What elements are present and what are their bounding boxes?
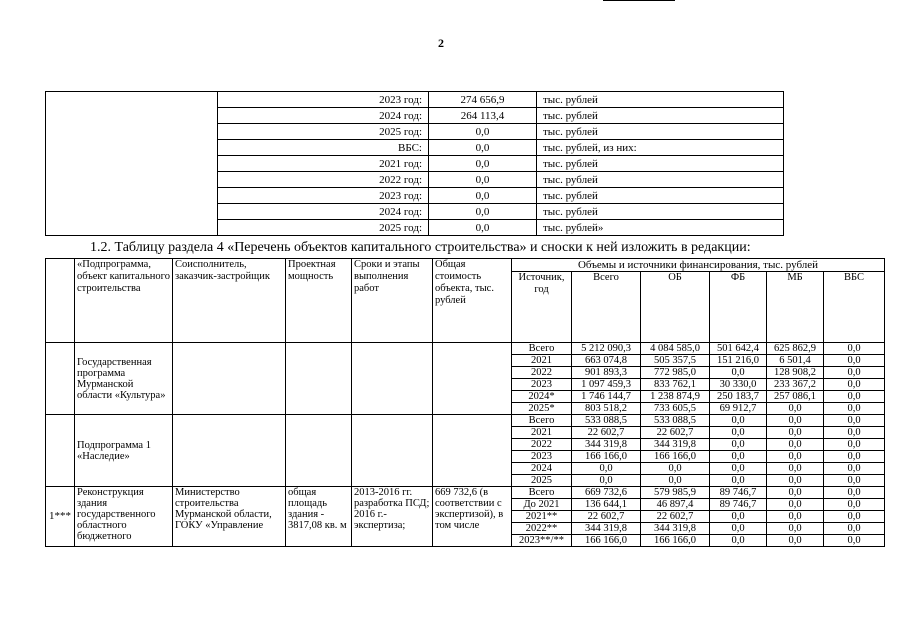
capital-construction-table (45, 258, 885, 547)
group2-mb-cell: 0,0 (767, 427, 824, 439)
top-table-label: 2021 год: (218, 156, 429, 172)
top-table-unit: тыс. рублей (537, 156, 784, 172)
amendment-paragraph: 1.2. Таблицу раздела 4 «Перечень объектов капитального строительства» и сноски к ней изложить в редакции: (90, 240, 751, 255)
group1-fb-cell: 69 912,7 (710, 403, 767, 415)
group1-mb-cell: 0,0 (767, 403, 824, 415)
group2-mb-cell: 0,0 (767, 439, 824, 451)
group1-source-cell: 2025* (512, 403, 572, 415)
group2-total-cell: 22 602,7 (572, 427, 641, 439)
header-executor: Соисполнитель, заказчик-застройщик (173, 259, 286, 343)
group2-fb-cell: 0,0 (710, 415, 767, 427)
group1-total-cell: 901 893,3 (572, 367, 641, 379)
group1-source-cell: Всего (512, 343, 572, 355)
group1-total-cell: 803 518,2 (572, 403, 641, 415)
group2-name: Подпрограмма 1 «Наследие» (75, 415, 173, 487)
group3-fb-cell: 0,0 (710, 535, 767, 547)
group1-cost (433, 343, 512, 415)
group1-mb-cell: 233 367,2 (767, 379, 824, 391)
group3-number: 1*** (46, 487, 75, 547)
group2-source-cell: 2025 (512, 475, 572, 487)
group3-fb-cell: 89 746,7 (710, 499, 767, 511)
page-number: 2 (438, 36, 444, 50)
top-table-value: 0,0 (429, 140, 537, 156)
top-table-row (46, 92, 784, 108)
header-funding: Объемы и источники финансирования, тыс. рублей (512, 259, 885, 272)
top-table-unit: тыс. рублей (537, 204, 784, 220)
group3-total-cell: 22 602,7 (572, 511, 641, 523)
group2-vbs-cell: 0,0 (824, 415, 885, 427)
group1-fb-cell: 501 642,4 (710, 343, 767, 355)
group2-number (46, 415, 75, 487)
group1-number (46, 343, 75, 415)
group1-row (46, 343, 885, 355)
top-table-value: 0,0 (429, 188, 537, 204)
group2-fb-cell: 0,0 (710, 475, 767, 487)
group3-row (46, 487, 885, 499)
group2-source-cell: 2024 (512, 463, 572, 475)
top-table-label: 2022 год: (218, 172, 429, 188)
group2-vbs-cell: 0,0 (824, 439, 885, 451)
group1-fb-cell: 250 183,7 (710, 391, 767, 403)
group1-mb-cell: 625 862,9 (767, 343, 824, 355)
group3-mb-cell: 0,0 (767, 523, 824, 535)
group2-row (46, 415, 885, 427)
group2-source-cell: 2022 (512, 439, 572, 451)
group2-total-cell: 0,0 (572, 463, 641, 475)
group2-terms (352, 415, 433, 487)
group2-total-cell: 0,0 (572, 475, 641, 487)
group2-fb-cell: 0,0 (710, 427, 767, 439)
group3-mb-cell: 0,0 (767, 511, 824, 523)
top-table-value: 0,0 (429, 156, 537, 172)
group3-capacity: общая площадь здания - 3817,08 кв. м (286, 487, 352, 547)
group2-vbs-cell: 0,0 (824, 463, 885, 475)
group2-vbs-cell: 0,0 (824, 475, 885, 487)
top-table-unit: тыс. рублей (537, 172, 784, 188)
top-table-unit: тыс. рублей (537, 124, 784, 140)
group1-fb-cell: 0,0 (710, 367, 767, 379)
top-table-value: 0,0 (429, 220, 537, 236)
group3-ob-cell: 166 166,0 (641, 535, 710, 547)
top-table-label: 2023 год: (218, 92, 429, 108)
group3-executor: Министерство строительства Мурманской области, ГОКУ «Управление (173, 487, 286, 547)
group2-total-cell: 533 088,5 (572, 415, 641, 427)
top-table-label: 2023 год: (218, 188, 429, 204)
top-table-unit: тыс. рублей (537, 92, 784, 108)
top-table-label: 2025 год: (218, 124, 429, 140)
group2-ob-cell: 0,0 (641, 463, 710, 475)
top-table-blank-cell (46, 92, 218, 236)
group1-vbs-cell: 0,0 (824, 367, 885, 379)
group3-total-cell: 166 166,0 (572, 535, 641, 547)
group3-vbs-cell: 0,0 (824, 523, 885, 535)
group3-source-cell: До 2021 (512, 499, 572, 511)
group1-source-cell: 2021 (512, 355, 572, 367)
group2-vbs-cell: 0,0 (824, 451, 885, 463)
group1-vbs-cell: 0,0 (824, 403, 885, 415)
header-num (46, 259, 75, 343)
group3-source-cell: 2022** (512, 523, 572, 535)
group2-mb-cell: 0,0 (767, 475, 824, 487)
group3-fb-cell: 89 746,7 (710, 487, 767, 499)
group2-ob-cell: 344 319,8 (641, 439, 710, 451)
group1-source-cell: 2024* (512, 391, 572, 403)
group2-ob-cell: 0,0 (641, 475, 710, 487)
group3-total-cell: 344 319,8 (572, 523, 641, 535)
group2-ob-cell: 22 602,7 (641, 427, 710, 439)
group1-capacity (286, 343, 352, 415)
group1-name: Государственная программа Мурманской области «Культура» (75, 343, 173, 415)
group1-terms (352, 343, 433, 415)
top-table-value: 274 656,9 (429, 92, 537, 108)
group2-source-cell: Всего (512, 415, 572, 427)
group3-source-cell: 2023**/** (512, 535, 572, 547)
group3-terms: 2013-2016 гг. разработка ПСД; 2016 г.- экспертиза; (352, 487, 433, 547)
group3-ob-cell: 46 897,4 (641, 499, 710, 511)
group3-vbs-cell: 0,0 (824, 487, 885, 499)
top-table-label: 2024 год: (218, 204, 429, 220)
group1-fb-cell: 151 216,0 (710, 355, 767, 367)
group1-total-cell: 1 746 144,7 (572, 391, 641, 403)
group1-mb-cell: 6 501,4 (767, 355, 824, 367)
group1-total-cell: 1 097 459,3 (572, 379, 641, 391)
group2-executor (173, 415, 286, 487)
group1-mb-cell: 257 086,1 (767, 391, 824, 403)
header-total: Всего (572, 272, 641, 343)
group2-capacity (286, 415, 352, 487)
header-source: Источник, год (512, 272, 572, 343)
group1-vbs-cell: 0,0 (824, 355, 885, 367)
header-vbs: ВБС (824, 272, 885, 343)
group2-mb-cell: 0,0 (767, 451, 824, 463)
header-cost: Общая стоимость объекта, тыс. рублей (433, 259, 512, 343)
group2-total-cell: 166 166,0 (572, 451, 641, 463)
top-table-unit: тыс. рублей (537, 108, 784, 124)
group2-fb-cell: 0,0 (710, 439, 767, 451)
group2-fb-cell: 0,0 (710, 463, 767, 475)
group2-vbs-cell: 0,0 (824, 427, 885, 439)
top-table-value: 0,0 (429, 204, 537, 220)
group3-ob-cell: 344 319,8 (641, 523, 710, 535)
group3-ob-cell: 22 602,7 (641, 511, 710, 523)
header-mb: МБ (767, 272, 824, 343)
group3-total-cell: 669 732,6 (572, 487, 641, 499)
group3-vbs-cell: 0,0 (824, 511, 885, 523)
top-table-label: ВБС: (218, 140, 429, 156)
group2-cost (433, 415, 512, 487)
top-table-unit: тыс. рублей» (537, 220, 784, 236)
group1-ob-cell: 733 605,5 (641, 403, 710, 415)
top-table-unit: тыс. рублей (537, 188, 784, 204)
group3-mb-cell: 0,0 (767, 487, 824, 499)
header-terms: Сроки и этапы выполнения работ (352, 259, 433, 343)
group1-ob-cell: 772 985,0 (641, 367, 710, 379)
group2-total-cell: 344 319,8 (572, 439, 641, 451)
group2-mb-cell: 0,0 (767, 415, 824, 427)
group2-ob-cell: 533 088,5 (641, 415, 710, 427)
group2-fb-cell: 0,0 (710, 451, 767, 463)
group1-vbs-cell: 0,0 (824, 343, 885, 355)
group3-cost: 669 732,6 (в соответствии с экспертизой), в том числе (433, 487, 512, 547)
top-table-value: 0,0 (429, 124, 537, 140)
group1-total-cell: 5 212 090,3 (572, 343, 641, 355)
group3-name: Реконструкция здания государственного областного бюджетного (75, 487, 173, 547)
top-rule (603, 0, 675, 1)
group1-ob-cell: 1 238 874,9 (641, 391, 710, 403)
top-table-value: 264 113,4 (429, 108, 537, 124)
group3-source-cell: Всего (512, 487, 572, 499)
group2-ob-cell: 166 166,0 (641, 451, 710, 463)
group3-fb-cell: 0,0 (710, 523, 767, 535)
group1-ob-cell: 833 762,1 (641, 379, 710, 391)
header-object: «Подпрограмма, объект капитального строительства (75, 259, 173, 343)
group3-mb-cell: 0,0 (767, 535, 824, 547)
group3-vbs-cell: 0,0 (824, 499, 885, 511)
group3-mb-cell: 0,0 (767, 499, 824, 511)
group3-ob-cell: 579 985,9 (641, 487, 710, 499)
group1-ob-cell: 505 357,5 (641, 355, 710, 367)
group1-vbs-cell: 0,0 (824, 379, 885, 391)
header-row-1 (46, 259, 885, 272)
group1-ob-cell: 4 084 585,0 (641, 343, 710, 355)
group1-vbs-cell: 0,0 (824, 391, 885, 403)
group2-source-cell: 2023 (512, 451, 572, 463)
group3-vbs-cell: 0,0 (824, 535, 885, 547)
group2-source-cell: 2021 (512, 427, 572, 439)
top-table-label: 2024 год: (218, 108, 429, 124)
group3-source-cell: 2021** (512, 511, 572, 523)
top-table-label: 2025 год: (218, 220, 429, 236)
header-fb: ФБ (710, 272, 767, 343)
group2-mb-cell: 0,0 (767, 463, 824, 475)
group1-source-cell: 2023 (512, 379, 572, 391)
group1-fb-cell: 30 330,0 (710, 379, 767, 391)
header-capacity: Проектная мощность (286, 259, 352, 343)
funding-continuation-table (45, 91, 784, 236)
top-table-unit: тыс. рублей, из них: (537, 140, 784, 156)
header-ob: ОБ (641, 272, 710, 343)
top-table-value: 0,0 (429, 172, 537, 188)
group1-source-cell: 2022 (512, 367, 572, 379)
group1-executor (173, 343, 286, 415)
group1-mb-cell: 128 908,2 (767, 367, 824, 379)
group3-fb-cell: 0,0 (710, 511, 767, 523)
group3-total-cell: 136 644,1 (572, 499, 641, 511)
group1-total-cell: 663 074,8 (572, 355, 641, 367)
